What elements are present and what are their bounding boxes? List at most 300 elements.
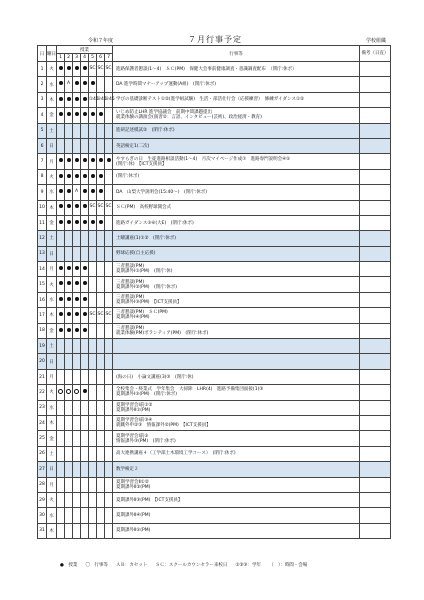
- period-cell: [89, 339, 97, 354]
- remarks-cell: [360, 200, 391, 215]
- period-cell: [81, 185, 89, 200]
- class-dot-icon: [99, 189, 103, 193]
- remarks-cell: [360, 262, 391, 277]
- period-cell: [57, 185, 65, 200]
- period-cell: [89, 277, 97, 292]
- period-cell: [89, 523, 97, 538]
- day-cell: 27: [38, 462, 47, 477]
- period-cell: [97, 400, 105, 415]
- class-dot-icon: [75, 66, 79, 70]
- period-cell: [89, 508, 97, 523]
- period-cell: [57, 446, 65, 461]
- period-cell: [89, 169, 97, 184]
- class-dot-icon: [67, 297, 71, 301]
- schedule-row: [38, 477, 391, 492]
- period-cell: [57, 339, 65, 354]
- period-cell: [81, 308, 89, 323]
- period-cell: [105, 292, 113, 307]
- class-dot-icon: [75, 112, 79, 116]
- event-cell: 夏期学習会Ⅰ前①② 夏期課外Ⅱ①(PM): [113, 400, 360, 415]
- period-cell: [97, 446, 105, 461]
- period-cell: SC: [97, 200, 105, 215]
- period-cell: [105, 77, 113, 92]
- class-dot-icon: [75, 204, 79, 208]
- day-cell: 25: [38, 431, 47, 446]
- remarks-cell: [360, 400, 391, 415]
- day-cell: 28: [38, 477, 47, 492]
- period-cell: [97, 431, 105, 446]
- period-cell: [89, 431, 97, 446]
- period-cell: [97, 169, 105, 184]
- remarks-cell: [360, 62, 391, 77]
- class-dot-icon: [83, 328, 87, 332]
- period-cell: [105, 108, 113, 123]
- period-cell: [73, 369, 81, 384]
- period-cell: [65, 277, 73, 292]
- day-cell: 9: [38, 185, 47, 200]
- weekday-cell: 水: [47, 77, 57, 92]
- class-dot-icon: [91, 112, 95, 116]
- remarks-cell: [360, 169, 391, 184]
- period-cell: [73, 92, 81, 107]
- class-dot-icon: [75, 97, 79, 101]
- period-cell: SC: [105, 62, 113, 77]
- period-cell: [57, 523, 65, 538]
- weekday-cell: 水: [47, 508, 57, 523]
- event-ring-icon: [74, 389, 79, 394]
- class-dot-icon: [67, 266, 71, 270]
- class-dot-icon: [83, 97, 87, 101]
- period-cell: SC: [89, 308, 97, 323]
- legend-item: （ ）：時間・会場: [268, 563, 308, 568]
- period-cell: [73, 462, 81, 477]
- period-cell: [57, 200, 65, 215]
- period-cell: [65, 339, 73, 354]
- day-cell: 23: [38, 400, 47, 415]
- period-cell: [81, 400, 89, 415]
- event-cell: 夏期課外Ⅱ④(PM): [113, 508, 360, 523]
- class-dot-icon: [99, 174, 103, 178]
- class-dot-icon: [75, 174, 79, 178]
- remarks-cell: [360, 477, 391, 492]
- period-cell: [81, 277, 89, 292]
- event-cell: 進路保護者懇談(1〜4) ＳＣ(PM) 保健大会事前健康調査・意識調査配布 （閉庁:休ポ）: [113, 62, 360, 77]
- period-cell: [81, 215, 89, 230]
- schedule-row: [38, 169, 391, 184]
- period-cell: ①45: [105, 92, 113, 107]
- remarks-cell: [360, 369, 391, 384]
- schedule-row: [38, 354, 391, 369]
- event-cell: 英語検定1(二次): [113, 138, 360, 153]
- schedule-row: [38, 154, 391, 169]
- period-cell: [97, 231, 105, 246]
- event-cell: いじめ防止LHR 進学協議会 前期中間課題提出 就業体験の講演会(演習②：言語、インタビュー(芸術)、政治経済・教育): [113, 108, 360, 123]
- remarks-cell: [360, 308, 391, 323]
- schedule-row: [38, 292, 391, 307]
- period-cell: [57, 262, 65, 277]
- period-cell: [81, 123, 89, 138]
- class-dot-icon: [91, 81, 95, 85]
- remarks-cell: [360, 431, 391, 446]
- period-cell: [57, 231, 65, 246]
- class-dot-icon: [67, 189, 71, 193]
- period-cell: [65, 138, 73, 153]
- period-header: 2: [65, 54, 73, 62]
- weekday-cell: 金: [47, 215, 57, 230]
- period-cell: [105, 231, 113, 246]
- schedule-row: [38, 523, 391, 538]
- period-cell: SC: [97, 62, 105, 77]
- period-cell: [57, 215, 65, 230]
- period-cell: [97, 277, 105, 292]
- period-cell: [73, 323, 81, 338]
- weekday-cell: 土: [47, 231, 57, 246]
- class-dot-icon: [91, 220, 95, 224]
- period-cell: [81, 169, 89, 184]
- day-cell: 26: [38, 446, 47, 461]
- weekday-cell: 火: [47, 277, 57, 292]
- day-cell: 10: [38, 200, 47, 215]
- period-cell: [65, 169, 73, 184]
- period-cell: [89, 415, 97, 430]
- schedule-row: [38, 369, 391, 384]
- weekday-cell: 木: [47, 92, 57, 107]
- class-dot-icon: [59, 97, 63, 101]
- period-cell: [73, 231, 81, 246]
- period-cell: [57, 369, 65, 384]
- schedule-row: [38, 108, 391, 123]
- period-cell: [105, 354, 113, 369]
- day-cell: 24: [38, 415, 47, 430]
- remarks-cell: [360, 354, 391, 369]
- class-dot-icon: [83, 66, 87, 70]
- event-cell: DA 進学時間マナーアップ運動(A組) (閉庁:休ポ): [113, 77, 360, 92]
- day-cell: 30: [38, 508, 47, 523]
- legend-item: ＳＣ：スクールカウンセラー来校日: [155, 563, 228, 568]
- day-cell: 6: [38, 138, 47, 153]
- event-cell: 夏期学習会Ⅰ前⑤ 情報課外③(PM) (閉庁:休ポ): [113, 431, 360, 446]
- class-dot-icon: [83, 189, 87, 193]
- remarks-cell: [360, 138, 391, 153]
- period-cell: [105, 339, 113, 354]
- period-cell: [65, 323, 73, 338]
- period-cell: [65, 231, 73, 246]
- period-cell: [105, 123, 113, 138]
- weekday-cell: 火: [47, 385, 57, 400]
- day-cell: 4: [38, 108, 47, 123]
- day-cell: 1: [38, 62, 47, 77]
- remarks-cell: [360, 492, 391, 507]
- period-cell: [65, 123, 73, 138]
- weekday-cell: 土: [47, 123, 57, 138]
- period-cell: [65, 523, 73, 538]
- legend-item: ＡＢ：カセット: [115, 563, 148, 568]
- class-dot-icon: [59, 189, 63, 193]
- period-cell: [65, 185, 73, 200]
- class-dot-icon: [107, 158, 111, 162]
- period-cell: [105, 262, 113, 277]
- period-cell: [105, 508, 113, 523]
- class-dot-icon: [67, 204, 71, 208]
- period-cell: [81, 339, 89, 354]
- weekday-cell: 水: [47, 400, 57, 415]
- weekday-cell: 木: [47, 415, 57, 430]
- class-dot-icon: [83, 389, 87, 393]
- weekday-cell: 月: [47, 477, 57, 492]
- period-cell: [89, 323, 97, 338]
- weekday-cell: 木: [47, 523, 57, 538]
- day-cell: 31: [38, 523, 47, 538]
- period-cell: [89, 292, 97, 307]
- period-cell: [73, 385, 81, 400]
- schedule-row: [38, 415, 391, 430]
- class-dot-icon: [67, 220, 71, 224]
- remarks-cell: [360, 231, 391, 246]
- period-cell: [81, 92, 89, 107]
- class-dot-icon: [75, 328, 79, 332]
- class-dot-icon: [83, 112, 87, 116]
- page-title: ７月行事予定: [188, 35, 242, 44]
- period-cell: [73, 169, 81, 184]
- weekday-cell: 水: [47, 185, 57, 200]
- day-cell: 12: [38, 231, 47, 246]
- class-dot-icon: [59, 297, 63, 301]
- period-cell: [73, 523, 81, 538]
- schedule-row: [38, 138, 391, 153]
- period-cell: [65, 385, 73, 400]
- remarks-cell: [360, 523, 391, 538]
- period-cell: [97, 339, 105, 354]
- weekday-cell: 火: [47, 169, 57, 184]
- schedule-row: [38, 185, 391, 200]
- class-dot-icon: [91, 158, 95, 162]
- remarks-cell: [360, 92, 391, 107]
- weekday-cell: 火: [47, 492, 57, 507]
- period-cell: [81, 262, 89, 277]
- period-cell: [97, 292, 105, 307]
- period-cell: [81, 246, 89, 261]
- period-cell: [65, 308, 73, 323]
- period-cell: [89, 400, 97, 415]
- period-cell: [73, 339, 81, 354]
- col-day-header: 日: [38, 46, 47, 62]
- day-cell: 21: [38, 369, 47, 384]
- remarks-cell: [360, 339, 391, 354]
- period-cell: [89, 215, 97, 230]
- remarks-cell: [360, 185, 391, 200]
- period-cell: [89, 77, 97, 92]
- period-header: 1: [57, 54, 65, 62]
- period-cell: [97, 523, 105, 538]
- period-cell: [73, 62, 81, 77]
- period-cell: SC: [89, 62, 97, 77]
- period-cell: [73, 477, 81, 492]
- schedule-row: [38, 339, 391, 354]
- class-dot-icon: [67, 281, 71, 285]
- day-cell: 29: [38, 492, 47, 507]
- event-cell: 夏期学習会Ⅰ前③④ 就職外申②③ 情報課外②(PM) 【ICT支援員】: [113, 415, 360, 430]
- period-cell: [73, 431, 81, 446]
- event-cell: 夏期課外Ⅱ⑤(PM): [113, 523, 360, 538]
- class-dot-icon: [67, 328, 71, 332]
- schedule-row: [38, 215, 391, 230]
- class-dot-icon: [59, 281, 63, 285]
- weekday-cell: 火: [47, 62, 57, 77]
- period-cell: [97, 492, 105, 507]
- day-cell: 19: [38, 339, 47, 354]
- period-cell: [81, 415, 89, 430]
- period-cell: [81, 138, 89, 153]
- period-cell: A: [73, 185, 81, 200]
- period-cell: [65, 508, 73, 523]
- class-dot-icon: [83, 297, 87, 301]
- period-cell: [89, 462, 97, 477]
- period-cell: [73, 77, 81, 92]
- period-cell: [97, 154, 105, 169]
- schedule-rows: [38, 62, 391, 539]
- col-remarks-header: 備考（日直）: [360, 46, 391, 62]
- remarks-cell: [360, 508, 391, 523]
- period-cell: [81, 292, 89, 307]
- event-cell: 数学検定２: [113, 462, 360, 477]
- period-cell: [73, 246, 81, 261]
- period-cell: [81, 477, 89, 492]
- period-cell: SC: [89, 200, 97, 215]
- class-dot-icon: [59, 220, 63, 224]
- col-events-header: 行事等: [113, 46, 360, 62]
- class-dot-icon: [83, 266, 87, 270]
- period-cell: [57, 138, 65, 153]
- period-cell: [97, 262, 105, 277]
- period-cell: [65, 108, 73, 123]
- remarks-cell: [360, 246, 391, 261]
- period-cell: SC: [105, 308, 113, 323]
- period-cell: [97, 369, 105, 384]
- period-cell: [105, 169, 113, 184]
- period-cell: [65, 492, 73, 507]
- class-dot-icon: [91, 189, 95, 193]
- period-cell: [105, 477, 113, 492]
- period-cell: [57, 92, 65, 107]
- period-cell: [97, 123, 105, 138]
- remarks-cell: [360, 415, 391, 430]
- period-cell: [57, 323, 65, 338]
- fiscal-year-label: 令和７年度: [88, 38, 114, 44]
- remarks-cell: [360, 108, 391, 123]
- class-dot-icon: [83, 281, 87, 285]
- period-cell: [73, 492, 81, 507]
- event-cell: 三者懇談(PM) ＳＣ(PM) 夏期課外Ⅰ④(PM): [113, 308, 360, 323]
- period-cell: ①45: [97, 92, 105, 107]
- period-cell: [57, 308, 65, 323]
- period-cell: [89, 492, 97, 507]
- period-header: 5: [89, 54, 97, 62]
- period-cell: [73, 200, 81, 215]
- event-cell: (海の日) 小論文講座(3)③ (閉庁:休): [113, 369, 360, 384]
- schedule-row: [38, 446, 391, 461]
- period-cell: [97, 77, 105, 92]
- period-cell: [57, 154, 65, 169]
- remarks-cell: [360, 215, 391, 230]
- schedule-row: [38, 400, 391, 415]
- weekday-cell: 日: [47, 138, 57, 153]
- day-cell: 18: [38, 323, 47, 338]
- period-cell: [57, 415, 65, 430]
- period-cell: [73, 308, 81, 323]
- period-cell: [73, 138, 81, 153]
- period-cell: [105, 154, 113, 169]
- period-cell: [73, 262, 81, 277]
- period-cell: [57, 108, 65, 123]
- event-cell: 進研記述模試② (閉庁:休ポ): [113, 123, 360, 138]
- period-cell: [73, 292, 81, 307]
- period-cell: [65, 246, 73, 261]
- period-cell: [73, 123, 81, 138]
- schedule-row: [38, 308, 391, 323]
- day-cell: 2: [38, 77, 47, 92]
- period-cell: [65, 431, 73, 446]
- class-dot-icon: [99, 112, 103, 116]
- legend-item: 〇 行事等: [85, 563, 108, 568]
- schedule-row: [38, 492, 391, 507]
- period-cell: [105, 138, 113, 153]
- class-dot-icon: [59, 312, 63, 316]
- class-dot-icon: [75, 81, 79, 85]
- remarks-cell: [360, 123, 391, 138]
- period-header: 4: [81, 54, 89, 62]
- period-cell: [105, 400, 113, 415]
- weekday-cell: 日: [47, 462, 57, 477]
- period-cell: [97, 185, 105, 200]
- class-dot-icon: [99, 158, 103, 162]
- class-dot-icon: [75, 220, 79, 224]
- period-cell: [57, 431, 65, 446]
- event-cell: 野球応援(自主応援): [113, 246, 360, 261]
- weekday-cell: 金: [47, 431, 57, 446]
- period-cell: [105, 431, 113, 446]
- period-cell: [97, 246, 105, 261]
- class-dot-icon: [59, 158, 63, 162]
- period-cell: [89, 369, 97, 384]
- period-cell: [73, 354, 81, 369]
- period-cell: [73, 277, 81, 292]
- period-cell: [81, 108, 89, 123]
- period-header: 3: [73, 54, 81, 62]
- day-cell: 3: [38, 92, 47, 107]
- event-ring-icon: [58, 389, 63, 394]
- period-cell: [89, 477, 97, 492]
- class-dot-icon: [67, 112, 71, 116]
- schedule-row: [38, 462, 391, 477]
- period-cell: [105, 215, 113, 230]
- schedule-row: [38, 508, 391, 523]
- event-cell: 三者懇談(PM) 夏期課外Ⅰ①(PM) (閉庁:休): [113, 262, 360, 277]
- period-cell: SC: [105, 200, 113, 215]
- period-cell: [89, 385, 97, 400]
- schedule-row: [38, 431, 391, 446]
- period-cell: [97, 508, 105, 523]
- remarks-cell: [360, 77, 391, 92]
- period-cell: [89, 262, 97, 277]
- class-dot-icon: [59, 112, 63, 116]
- period-cell: [73, 415, 81, 430]
- period-cell: [105, 446, 113, 461]
- class-dot-icon: [59, 204, 63, 208]
- event-cell: ＳＣ(PM) 高校野球開会式: [113, 200, 360, 215]
- period-cell: [57, 169, 65, 184]
- period-cell: [97, 138, 105, 153]
- period-cell: [57, 508, 65, 523]
